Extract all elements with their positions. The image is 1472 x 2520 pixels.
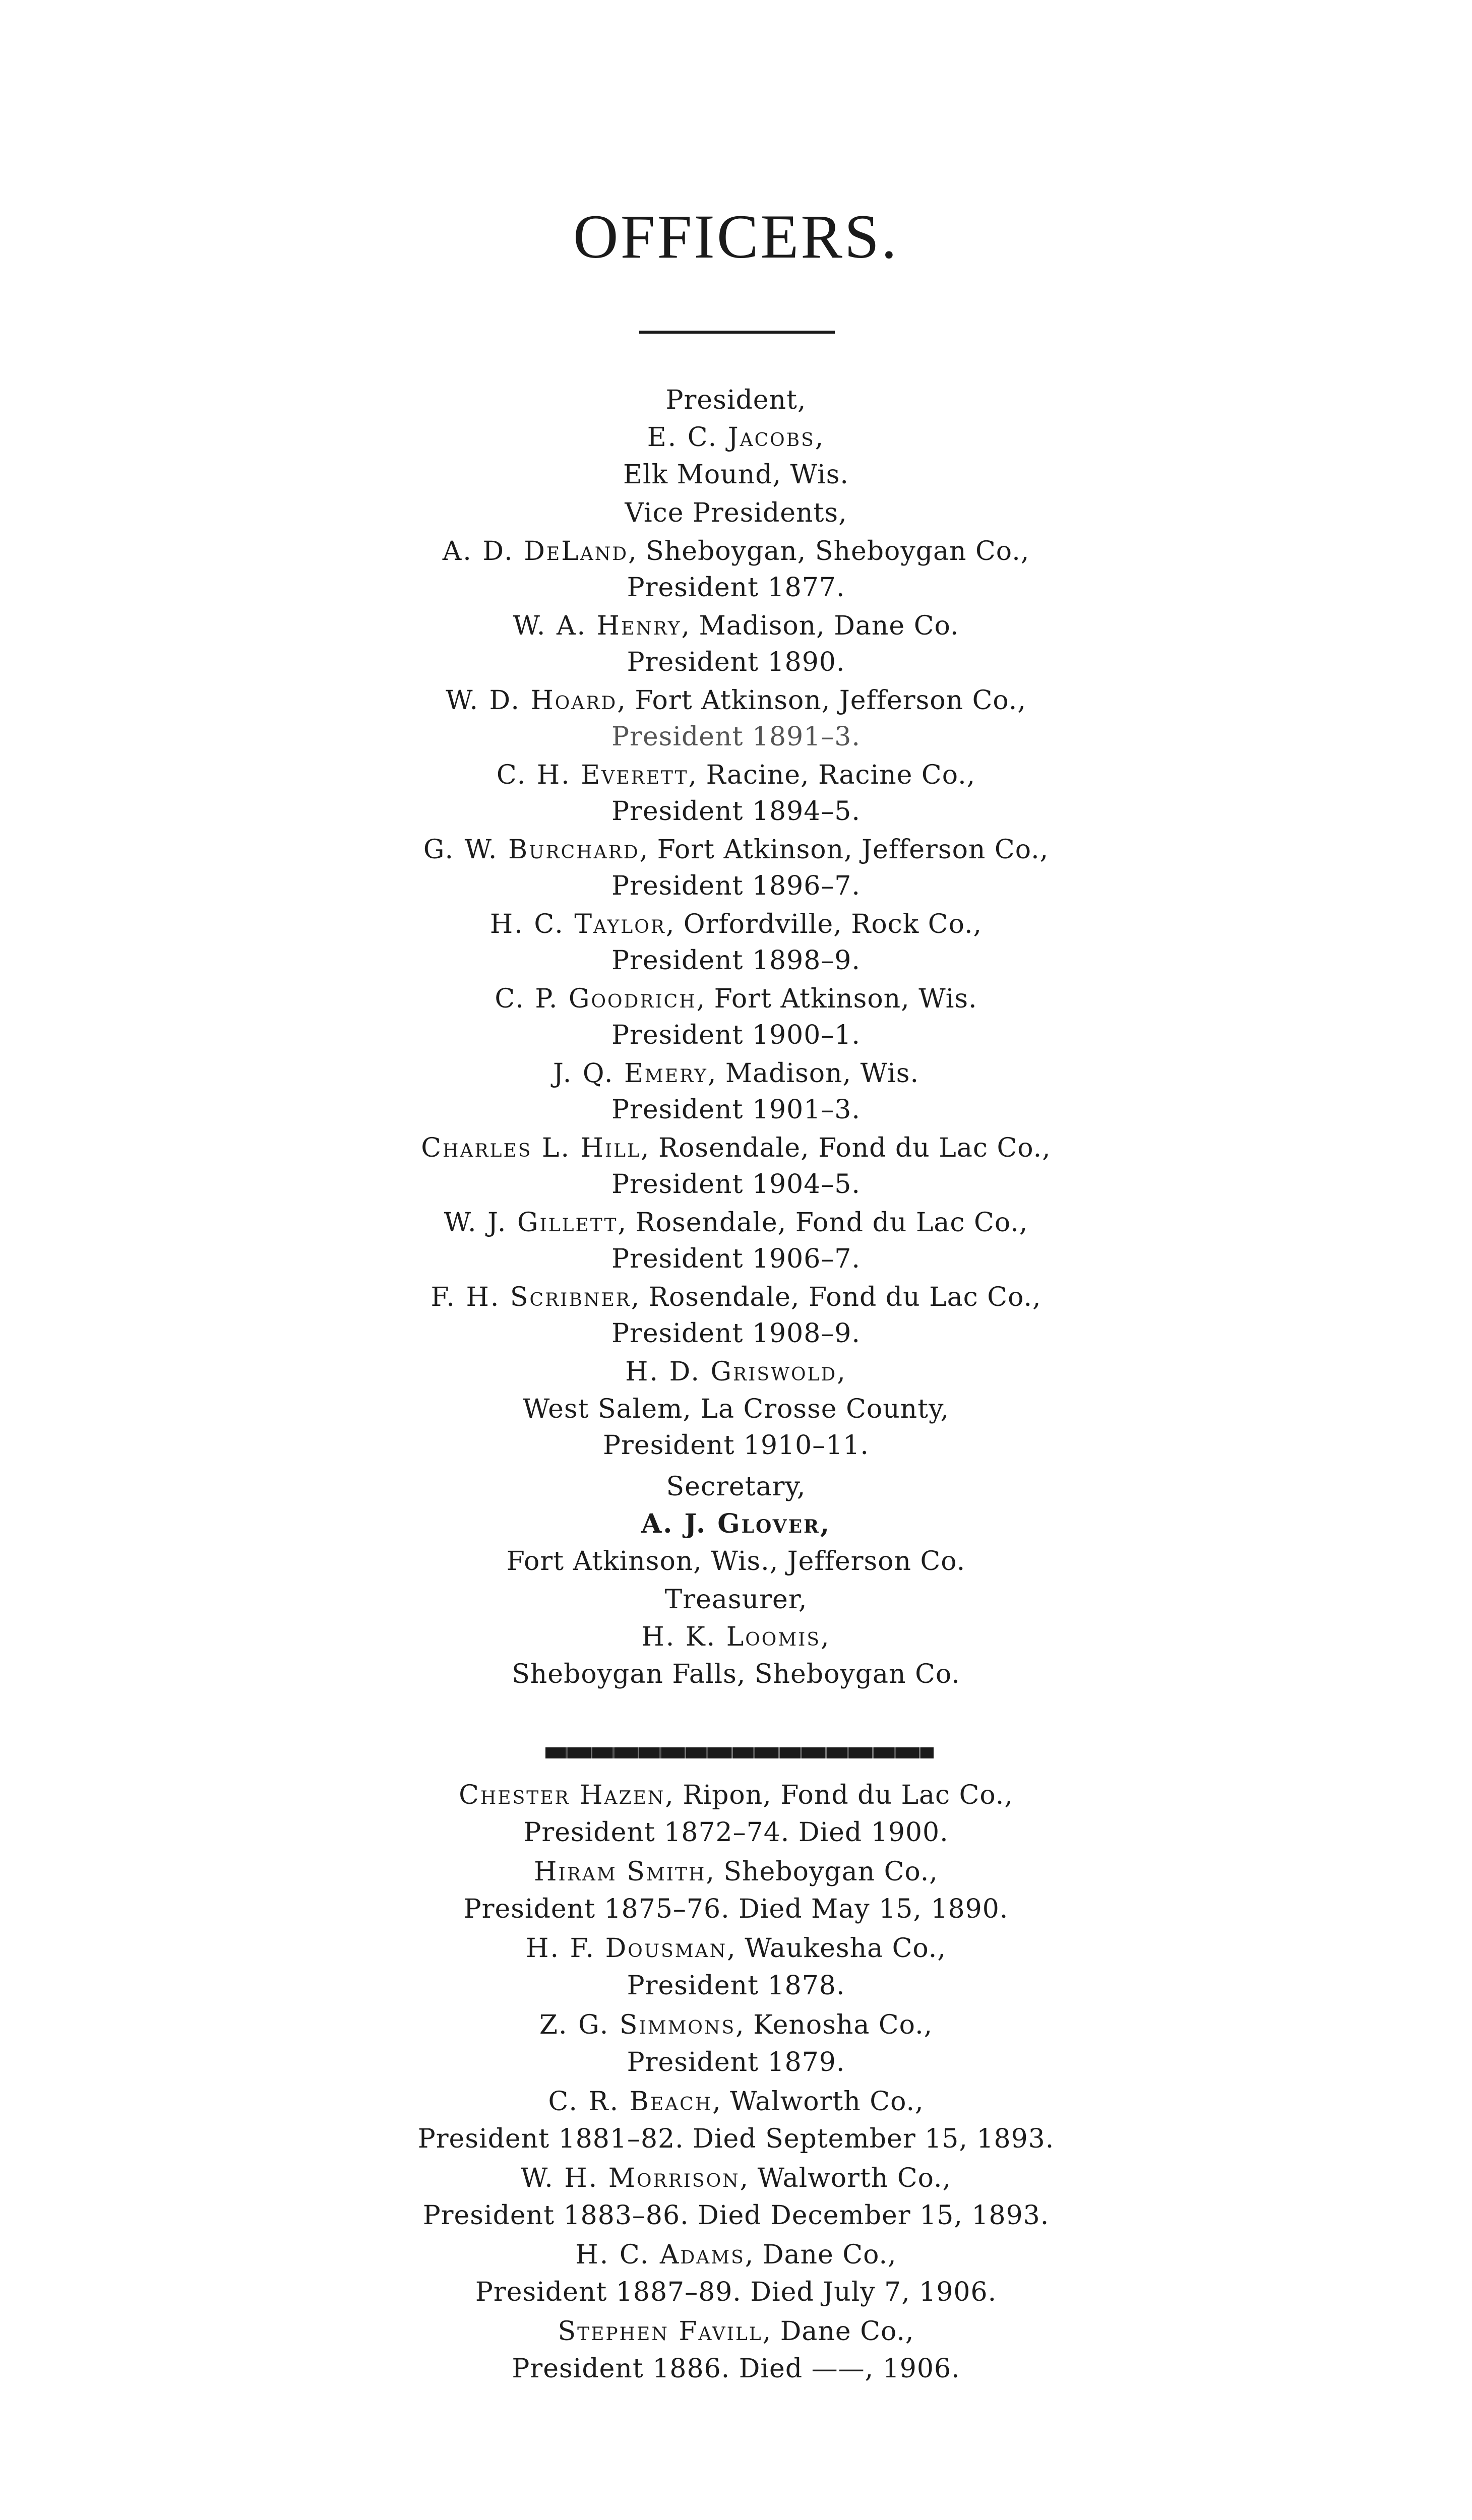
officer-name: C. R. Beach xyxy=(548,2087,713,2117)
vice-president-entry xyxy=(0,1129,1472,1167)
officer-name: J. Q. Emery xyxy=(553,1058,708,1089)
officer-place: , Kenosha Co., xyxy=(735,2010,933,2040)
past-president-term: President 1879. xyxy=(627,2047,845,2077)
vice-president-entry xyxy=(0,831,1472,869)
past-president-term: President 1886. Died ——, 1906. xyxy=(512,2354,960,2384)
secretary-name: A. J. Glover, xyxy=(641,1508,831,1539)
past-president-entry xyxy=(0,2083,1472,2121)
vice-president-term: President 1898–9. xyxy=(611,946,861,976)
officer-name: A. D. DeLand xyxy=(442,536,629,566)
vice-president-term: President 1891–3. xyxy=(611,722,861,752)
vice-president-entry xyxy=(0,1054,1472,1093)
officer-name: C. H. Everett xyxy=(496,760,689,790)
officer-place: , Madison, Dane Co. xyxy=(681,611,959,641)
vice-president-entry xyxy=(0,532,1472,571)
past-president-entry xyxy=(0,2006,1472,2044)
vice-president-term: President 1906–7. xyxy=(611,1244,861,1274)
officer-place: , Rosendale, Fond du Lac Co., xyxy=(618,1208,1028,1238)
officer-place: , Dane Co., xyxy=(762,2316,914,2347)
vice-president-entry xyxy=(0,681,1472,720)
officer-name: Z. G. Simmons xyxy=(539,2010,736,2040)
vice-president-term: President 1896–7. xyxy=(611,871,861,901)
officer-name: W. A. Henry xyxy=(513,611,682,641)
past-president-entry xyxy=(0,1929,1472,1968)
vice-president-entry xyxy=(0,905,1472,943)
past-president-term: President 1887–89. Died July 7, 1906. xyxy=(475,2277,997,2307)
officer-place: , Orfordville, Rock Co., xyxy=(665,909,983,939)
officer-name: C. P. Goodrich xyxy=(495,984,697,1014)
past-president-entry xyxy=(0,1776,1472,1814)
vice-president-term: President 1904–5. xyxy=(611,1169,861,1200)
vice-president-entry xyxy=(0,1278,1472,1316)
vice-president-place: West Salem, La Crosse County, xyxy=(522,1394,950,1424)
president-heading: President, xyxy=(665,385,807,415)
section-divider xyxy=(545,1747,934,1758)
officer-name: H. C. Taylor xyxy=(489,909,666,939)
vice-president-entry xyxy=(0,980,1472,1018)
officer-name: Hiram Smith xyxy=(534,1857,706,1887)
officer-place: , Ripon, Fond du Lac Co., xyxy=(665,1780,1013,1810)
officer-place: , Dane Co., xyxy=(745,2240,897,2270)
treasurer-name: H. K. Loomis, xyxy=(641,1622,831,1652)
officer-place: , Walworth Co., xyxy=(712,2087,924,2117)
vice-president-entry xyxy=(0,756,1472,794)
officer-place: , Sheboygan, Sheboygan Co., xyxy=(628,536,1030,566)
officer-place: , Madison, Wis. xyxy=(707,1058,919,1089)
past-president-entry xyxy=(0,2236,1472,2274)
treasurer-heading: Treasurer, xyxy=(664,1585,808,1615)
secretary-place: Fort Atkinson, Wis., Jefferson Co. xyxy=(506,1546,966,1577)
past-president-entry xyxy=(0,2159,1472,2197)
treasurer-place: Sheboygan Falls, Sheboygan Co. xyxy=(512,1659,960,1689)
past-president-entry xyxy=(0,1853,1472,1891)
secretary-heading: Secretary, xyxy=(666,1472,806,1502)
officer-place: , Walworth Co., xyxy=(740,2163,952,2193)
officer-name: F. H. Scribner xyxy=(431,1282,631,1312)
vice-president-entry xyxy=(0,1204,1472,1242)
officer-place: , Fort Atkinson, Jefferson Co., xyxy=(639,835,1049,865)
past-president-term: President 1872–74. Died 1900. xyxy=(523,1817,949,1848)
officer-place: , Fort Atkinson, Wis. xyxy=(696,984,977,1014)
vice-president-term: President 1908–9. xyxy=(611,1318,861,1349)
vice-president-term: President 1877. xyxy=(627,573,845,603)
vice-president-entry xyxy=(0,607,1472,645)
past-president-term: President 1883–86. Died December 15, 1893. xyxy=(422,2200,1050,2231)
officer-name: Chester Hazen xyxy=(459,1780,665,1810)
past-president-term: President 1875–76. Died May 15, 1890. xyxy=(463,1894,1009,1924)
officer-name: W. J. Gillett xyxy=(444,1208,618,1238)
vice-president-name: H. D. Griswold, xyxy=(625,1357,847,1387)
officer-place: , Rosendale, Fond du Lac Co., xyxy=(631,1282,1041,1312)
past-president-entry xyxy=(0,2312,1472,2351)
president-name: E. C. Jacobs, xyxy=(647,422,825,453)
officer-name: W. D. Hoard xyxy=(446,685,618,716)
officer-name: H. F. Dousman xyxy=(526,1933,727,1964)
vice-president-term: President 1901–3. xyxy=(611,1095,861,1125)
officer-name: Charles L. Hill xyxy=(421,1133,641,1163)
past-president-term: President 1881–82. Died September 15, 1893. xyxy=(417,2124,1055,2154)
page-title: OFFICERS. xyxy=(573,202,899,271)
vice-presidents-heading: Vice Presidents, xyxy=(625,498,847,528)
officer-place: , Waukesha Co., xyxy=(727,1933,946,1964)
title-divider xyxy=(639,331,835,334)
officer-place: , Racine, Racine Co., xyxy=(688,760,976,790)
officer-name: W. H. Morrison xyxy=(520,2163,740,2193)
past-president-term: President 1878. xyxy=(627,1971,845,2001)
vice-president-term: President 1894–5. xyxy=(611,796,861,827)
officer-place: , Fort Atkinson, Jefferson Co., xyxy=(617,685,1026,716)
president-place: Elk Mound, Wis. xyxy=(623,460,849,490)
officer-name: Stephen Favill xyxy=(558,2316,763,2347)
vice-president-term: President 1910–11. xyxy=(603,1430,869,1461)
vice-president-term: President 1890. xyxy=(627,647,845,677)
officer-name: G. W. Burchard xyxy=(423,835,640,865)
vice-president-term: President 1900–1. xyxy=(611,1020,861,1050)
officer-place: , Sheboygan Co., xyxy=(706,1857,938,1887)
officer-name: H. C. Adams xyxy=(575,2240,745,2270)
officer-place: , Rosendale, Fond du Lac Co., xyxy=(640,1133,1051,1163)
